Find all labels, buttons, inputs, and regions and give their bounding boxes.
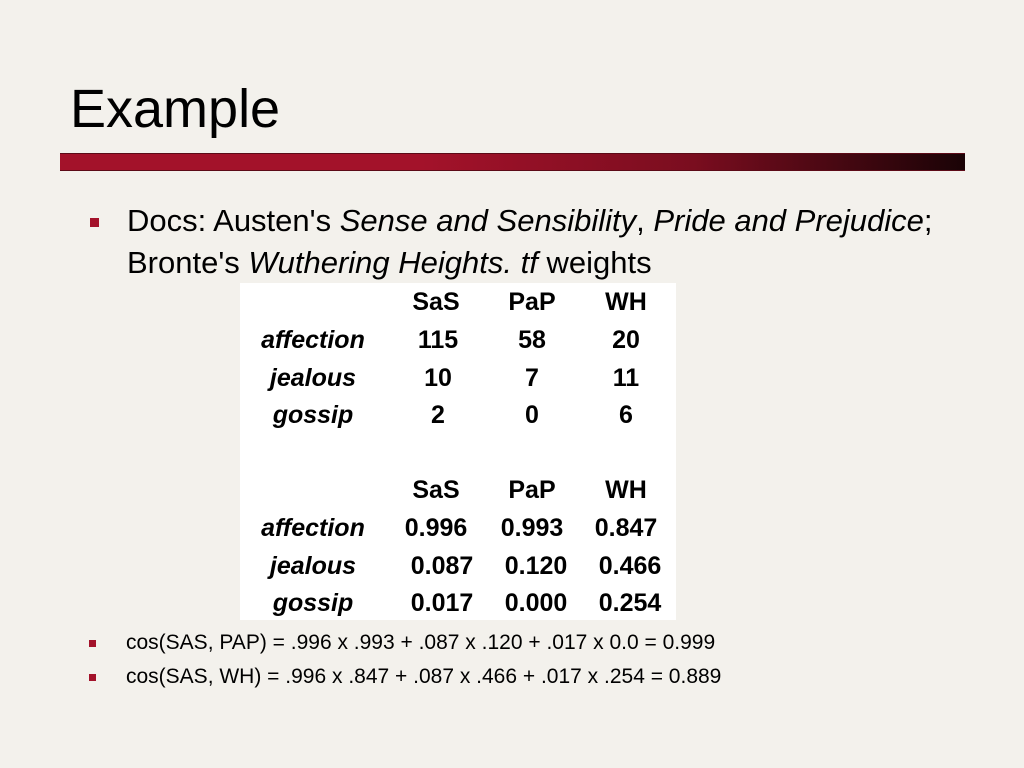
norm-cell: 0.993 (500, 514, 564, 542)
tf-cell: 115 (417, 326, 459, 354)
norm-cell: 0.087 (410, 552, 474, 580)
tf-header-sas: SaS (412, 288, 460, 316)
tf-cell: 20 (612, 326, 640, 354)
norm-cell: 0.017 (410, 589, 474, 617)
title-sense-and-sensibility: Sense and Sensibility (339, 203, 637, 238)
formula-bullet-sas-wh (88, 665, 721, 689)
tf-cell: 10 (424, 364, 452, 392)
bullet-square-icon (90, 218, 99, 227)
docs-bullet (88, 200, 938, 284)
norm-row-label-jealous: jealous (269, 552, 357, 580)
tf-cell: 58 (518, 326, 546, 354)
title-divider-bar (60, 153, 965, 171)
title-pride-and-prejudice: Pride and Prejudice (653, 203, 924, 238)
norm-header-sas: SaS (412, 476, 460, 504)
norm-cell: 0.120 (504, 552, 568, 580)
bronte-intro: ; Bronte's (127, 203, 933, 280)
tf-header-pap: PaP (508, 288, 556, 316)
formula-text-sas-pap: cos(SAS, PAP) = .996 x .993 + .087 x .120 + .017 x 0.0 = 0.999 (126, 631, 716, 654)
norm-cell: 0.000 (504, 589, 568, 617)
formula-text-sas-wh: cos(SAS, WH) = .996 x .847 + .087 x .466 + .017 x .254 = 0.889 (126, 665, 722, 688)
formula-bullet-sas-pap (88, 631, 715, 655)
norm-cell: 0.254 (598, 589, 662, 617)
tf-cell: 0 (525, 401, 539, 429)
word-space (512, 245, 521, 280)
tf-term: tf (520, 245, 538, 280)
tf-header-wh: WH (605, 288, 647, 316)
tf-row-label-affection: affection (261, 326, 365, 354)
title-wuthering-heights: Wuthering Heights. (248, 245, 512, 280)
norm-cell: 0.996 (404, 514, 468, 542)
tf-cell: 2 (431, 401, 445, 429)
weights-table (240, 283, 676, 620)
bullet-square-icon (89, 640, 96, 647)
title-separator: , (636, 203, 654, 238)
slide-title: Example (70, 79, 281, 139)
norm-header-pap: PaP (508, 476, 556, 504)
bullet-square-icon (89, 674, 96, 681)
tf-row-label-jealous: jealous (269, 364, 357, 392)
norm-cell: 0.847 (594, 514, 658, 542)
tf-cell: 7 (525, 364, 539, 392)
tf-row-label-gossip: gossip (272, 401, 354, 429)
weights-word: weights (537, 245, 652, 280)
tf-cell: 6 (619, 401, 633, 429)
docs-intro: Docs: Austen's (127, 203, 340, 238)
tf-cell: 11 (612, 364, 640, 392)
docs-bullet-text (127, 200, 938, 284)
norm-header-wh: WH (605, 476, 647, 504)
norm-cell: 0.466 (598, 552, 662, 580)
norm-row-label-gossip: gossip (272, 589, 354, 617)
norm-row-label-affection: affection (261, 514, 365, 542)
